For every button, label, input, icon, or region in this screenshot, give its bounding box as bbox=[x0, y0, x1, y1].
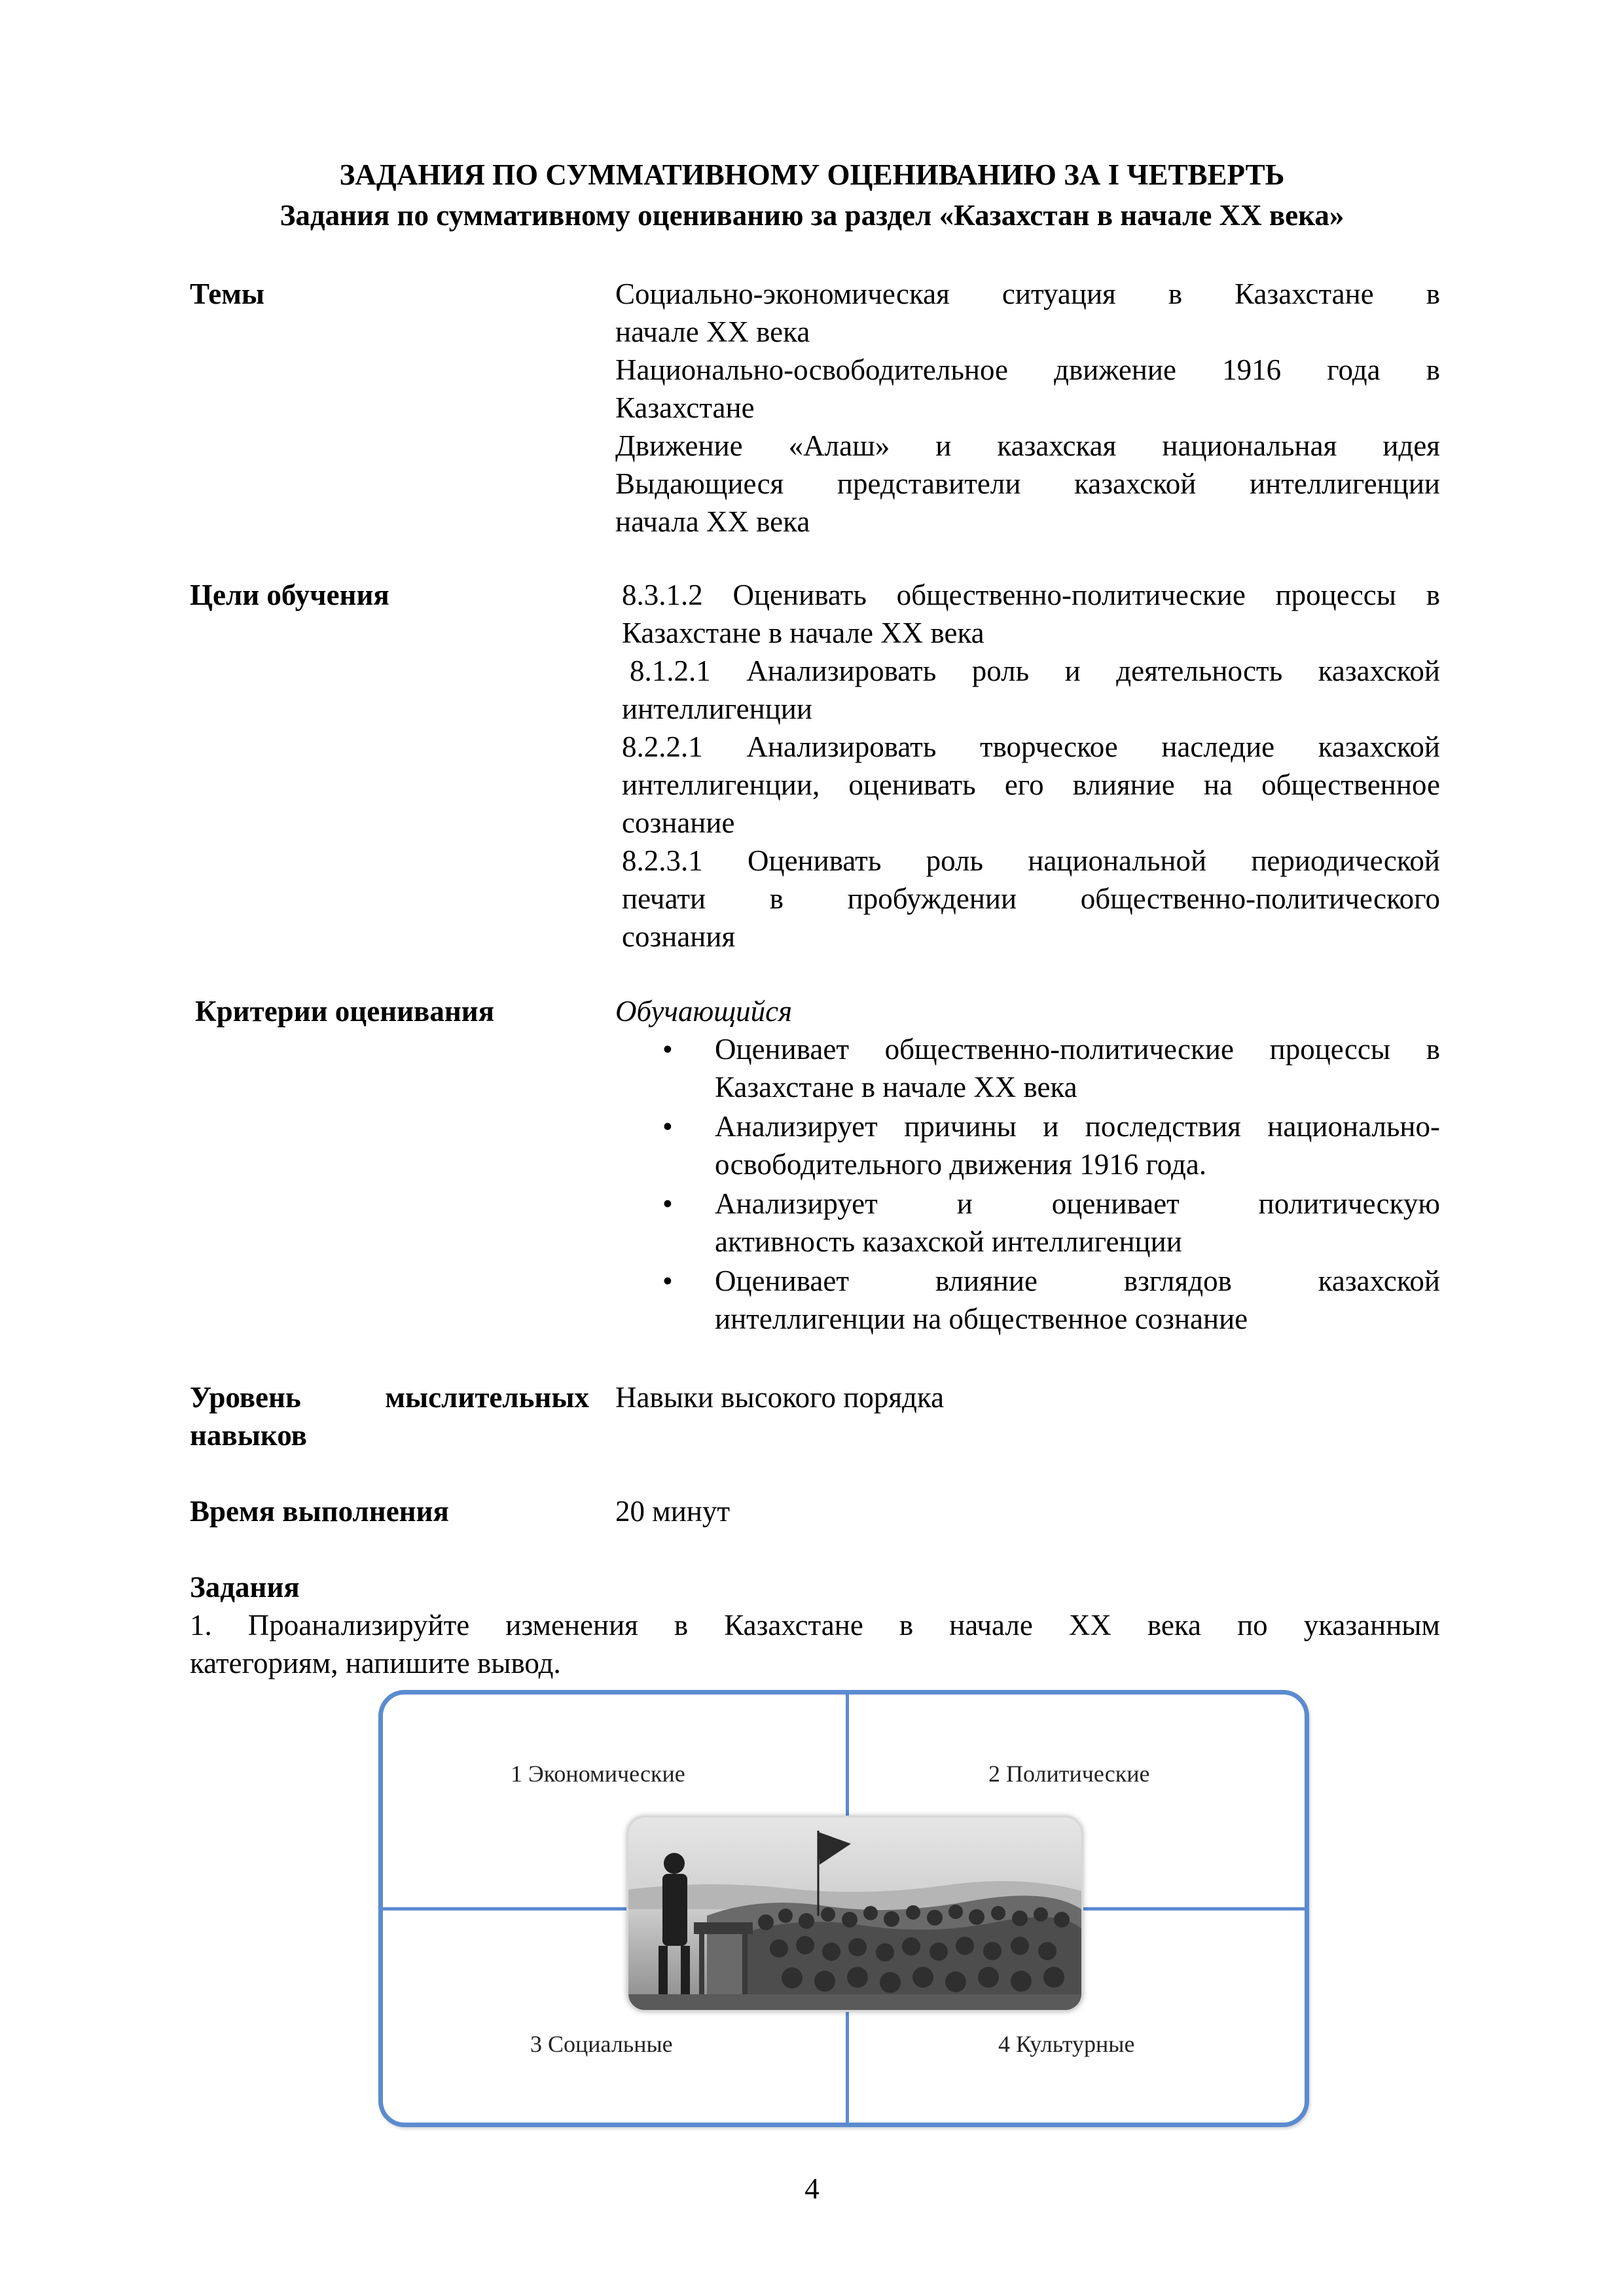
themes-line: Национально-освободительное движение 1916 года в bbox=[615, 353, 1440, 386]
document-subtitle: Задания по суммативному оцениванию за раздел «Казахстан в начале ХХ века» bbox=[280, 199, 1344, 232]
goals-value bbox=[622, 576, 1440, 956]
thinking-value: Навыки высокого порядка bbox=[615, 1381, 945, 1414]
criteria-item: • Оценивает влияние взглядов казахской интеллигенции на общественное сознание bbox=[615, 1262, 1440, 1338]
historical-photo bbox=[626, 1816, 1083, 2012]
time-value: 20 минут bbox=[615, 1495, 731, 1528]
goals-line: сознание bbox=[622, 806, 735, 839]
themes-line: Социально-экономическая ситуация в Казахстане в bbox=[615, 278, 1440, 310]
themes-line: начале ХХ века bbox=[615, 315, 810, 348]
bullet-icon: • bbox=[662, 1110, 673, 1143]
criteria-intro: Обучающийся bbox=[615, 995, 793, 1028]
quadrant-political-label: 2 Политические bbox=[988, 1761, 1150, 1787]
goals-line: 8.3.1.2 Оценивать общественно-политические процессы в bbox=[622, 579, 1440, 611]
categories-diagram bbox=[378, 1690, 1309, 2127]
criteria-item: • Анализирует причины и последствия национально- освободительного движения 1916 года. bbox=[615, 1107, 1440, 1183]
tasks-heading: Задания bbox=[190, 1571, 300, 1604]
bullet-icon: • bbox=[662, 1265, 673, 1297]
thinking-label: Уровень мыслительных навыков bbox=[190, 1381, 589, 1452]
goals-label: Цели обучения bbox=[190, 579, 389, 611]
page-number: 4 bbox=[804, 2172, 820, 2205]
themes-line: Казахстане bbox=[615, 391, 755, 424]
criteria-value bbox=[615, 992, 1440, 1339]
document-title: ЗАДАНИЯ ПО СУММАТИВНОМУ ОЦЕНИВАНИЮ ЗА I ЧЕТВЕРТЬ bbox=[339, 158, 1285, 191]
themes-line: Выдающиеся представители казахской интеллигенции bbox=[615, 467, 1440, 500]
quadrant-cultural-label: 4 Культурные bbox=[998, 2031, 1135, 2057]
criteria-item: • Оценивает общественно-политические процессы в Казахстане в начале ХХ века bbox=[615, 1030, 1440, 1106]
criteria-item: • Анализирует и оценивает политическую активность казахской интеллигенции bbox=[615, 1185, 1440, 1261]
goals-line: интеллигенции, оценивать его влияние на общественное bbox=[622, 768, 1440, 801]
themes-line: Движение «Алаш» и казахская национальная идея bbox=[615, 429, 1440, 462]
goals-line: 8.2.2.1 Анализировать творческое наследие казахской bbox=[622, 730, 1440, 763]
bullet-icon: • bbox=[662, 1033, 673, 1066]
goals-line: 8.2.3.1 Оценивать роль национальной периодической bbox=[622, 844, 1440, 877]
criteria-list bbox=[615, 1030, 1440, 1338]
goals-line: 8.1.2.1 Анализировать роль и деятельность казахской bbox=[630, 655, 1440, 687]
criteria-label: Критерии оценивания bbox=[195, 995, 495, 1028]
themes-value bbox=[615, 275, 1440, 541]
goals-line: сознания bbox=[622, 920, 736, 953]
themes-line: начала ХХ века bbox=[615, 505, 810, 538]
quadrant-economic-label: 1 Экономические bbox=[511, 1761, 685, 1787]
quadrant-social-label: 3 Социальные bbox=[530, 2031, 673, 2057]
historical-photo-image bbox=[628, 1818, 1081, 2010]
bullet-icon: • bbox=[662, 1187, 673, 1220]
goals-line: печати в пробуждении общественно-политического bbox=[622, 882, 1440, 915]
themes-label: Темы bbox=[190, 278, 265, 310]
goals-line: интеллигенции bbox=[622, 692, 812, 725]
task-1-text: 1. Проанализируйте изменения в Казахстане в начале ХХ века по указанным категориям, напишите вывод. bbox=[190, 1609, 1440, 1679]
goals-line: Казахстане в начале ХХ века bbox=[622, 617, 984, 649]
time-label: Время выполнения bbox=[190, 1495, 449, 1528]
